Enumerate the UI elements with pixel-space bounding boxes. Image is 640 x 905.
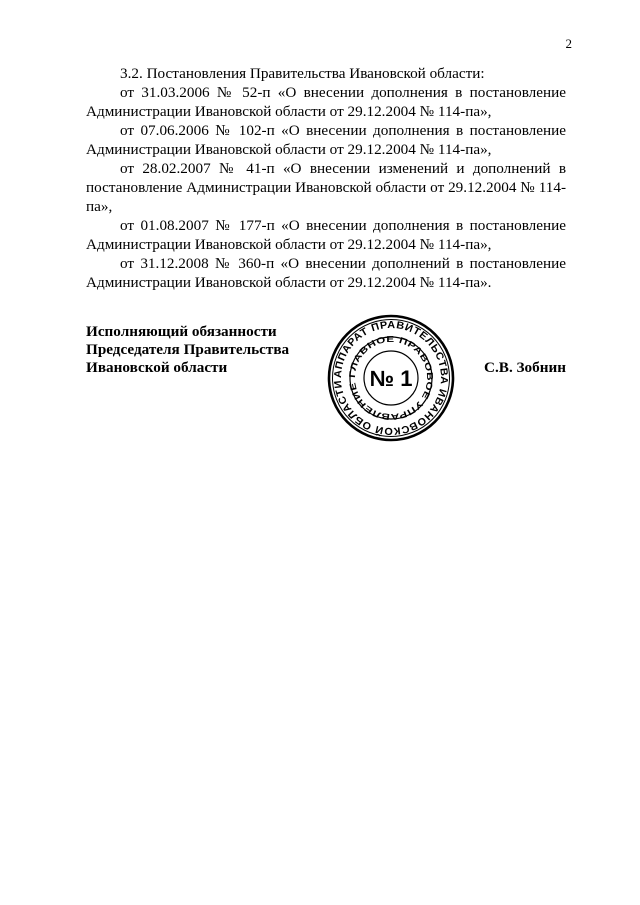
signer-title-line: Ивановской области	[86, 359, 228, 376]
seal-graphic	[326, 313, 456, 443]
signer-title-line: Председателя Правительства	[86, 341, 290, 358]
seal-outer-text: АППАРАТ ПРАВИТЕЛЬСТВА ИВАНОВСКОЙ ОБЛАСТИ	[332, 319, 450, 437]
signer-name: С.В. Зобнин	[484, 359, 566, 376]
page-number: 2	[565, 36, 572, 51]
official-seal	[326, 313, 456, 443]
paragraph-item: от 31.03.2006 № 52-п «О внесении дополнения в постановление Администрации Ивановской области от 29.12.2004 № 114-па»,	[86, 84, 566, 120]
seal-number: № 1	[369, 366, 413, 391]
signer-title-line: Исполняющий обязанности	[86, 323, 277, 340]
signer-title	[86, 323, 289, 377]
document-body	[86, 64, 566, 292]
paragraph-heading: 3.2. Постановления Правительства Ивановской области:	[120, 65, 485, 82]
paragraph-item: от 01.08.2007 № 177-п «О внесении дополнения в постановление Администрации Ивановской области от 29.12.2004 № 114-па»,	[86, 217, 566, 253]
signature-block	[86, 319, 566, 443]
seal-inner-text: ГЛАВНОЕ ПРАВОВОЕ УПРАВЛЕНИЕ	[346, 333, 436, 423]
paragraph-item: от 31.12.2008 № 360-п «О внесении дополнений в постановление Администрации Ивановской области от 29.12.2004 № 114-па».	[86, 255, 566, 291]
paragraph-item: от 07.06.2006 № 102-п «О внесении дополнения в постановление Администрации Ивановской области от 29.12.2004 № 114-па»,	[86, 122, 566, 158]
paragraph-item: от 28.02.2007 № 41-п «О внесении изменений и дополнений в постановление Администрации Ивановской области от 29.12.2004 № 114-па»,	[86, 160, 566, 215]
